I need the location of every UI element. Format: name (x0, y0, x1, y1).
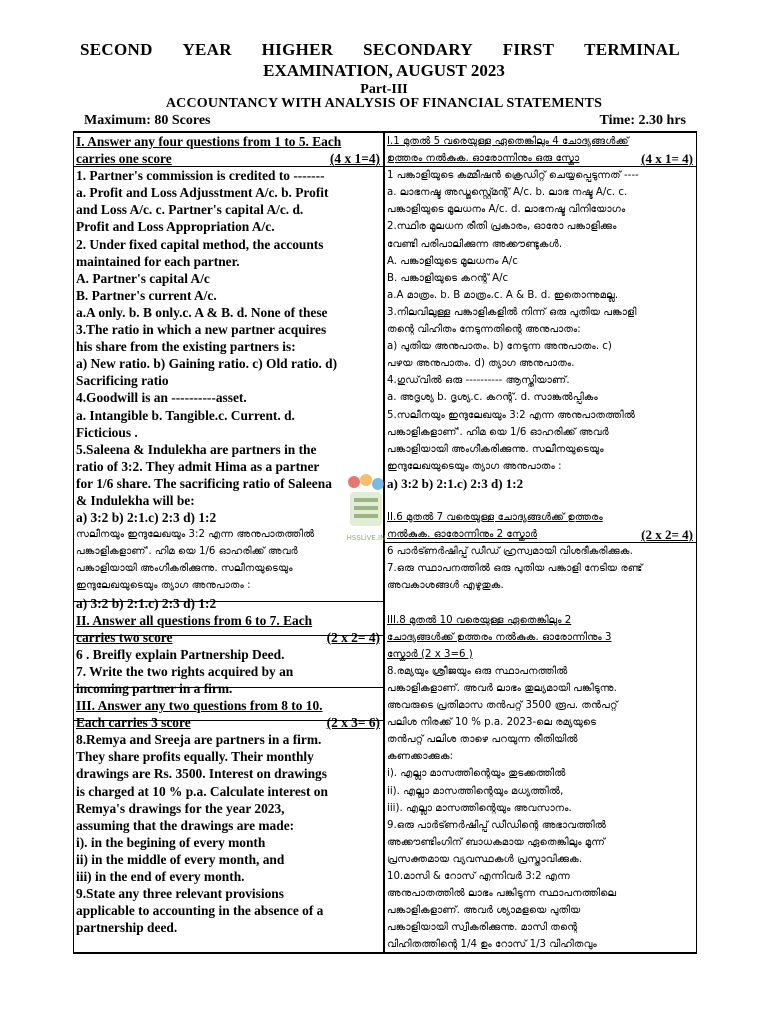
question-4 (76, 389, 380, 440)
question-line: പങ്കാളികളാണ്. അവർ ലാഭം തുല്യമായി പങ്കിടുന്നു. (387, 683, 617, 694)
question-line: a. Profit and Loss Adjusstment A/c. b. Profit (76, 185, 329, 201)
question-line: പങ്കാളികളാണ്'. ഹിമ യെ 1/6 ഓഹരിക്ക് അവർ (76, 546, 298, 558)
question-line: അവകാശങ്ങൾ എഴുതുക. (387, 580, 504, 592)
spacer (387, 492, 693, 509)
section1-heading-ml-text: I.1 മുതൽ 5 വരെയുള്ള ഏതെങ്കിലും 4 ചോദ്യങ്ങൾക്ക് (387, 136, 629, 147)
question-2-ml (387, 218, 693, 303)
title-word: FIRST (502, 40, 555, 59)
subject-title: ACCOUNTANCY WITH ANALYSIS OF FINANCIAL STATEMENTS (165, 96, 603, 111)
question-line: വിഹിതത്തിന്റെ 1/4 ഉം റോസ് 1/3 വിഹിതവും (387, 939, 597, 951)
section3-heading-ml-line3: സ്കോർ (2 x 3=6 ) (387, 648, 473, 660)
question-line: 1. Partner's commission is credited to ------- (76, 168, 325, 184)
time-allowed: Time: 2.30 hrs (599, 113, 686, 128)
question-line: 10.മാസി & റോസ് എന്നിവർ 3:2 എന്ന (387, 871, 570, 883)
question-line: i). in the begining of every month (76, 834, 266, 850)
question-4-ml (387, 372, 693, 406)
question-line: They share profits equally. Their monthly (76, 749, 314, 765)
question-1 (76, 167, 380, 235)
question-line: 8.രമ്യയും ശ്രീജയും ഒരു സ്ഥാപനത്തിൽ (387, 665, 568, 677)
question-line: അനുപാതത്തിൽ ലാഭം പങ്കിടുന്ന സ്ഥാപനത്തിലെ (387, 888, 617, 900)
section1-marks: (4 x 1=4) (329, 151, 380, 167)
question-9-ml (387, 817, 693, 868)
question-line: 3.The ratio in which a new partner acquires (76, 322, 327, 338)
question-line: 5.Saleena & Indulekha are partners in the (76, 441, 317, 457)
question-5-ml (387, 407, 693, 492)
title-word: SECONDARY (363, 40, 473, 59)
question-3 (76, 321, 380, 389)
question-line: ഇന്ദുലേഖയുടെയും ത്യാഗ അനുപാതം : (387, 460, 562, 472)
section3-instruction: Each carries 3 score (76, 715, 191, 731)
question-line: ഇന്ദുലേഖയുടെയും ത്യാഗ അനുപാതം : (76, 580, 251, 592)
section2-heading-ml: II.6 മുതൽ 7 വരെയുള്ള ചോദ്യങ്ങൾക്ക് ഉത്തരം (387, 512, 603, 524)
question-line: Profit and Loss Appropriation A/c. (76, 219, 275, 235)
english-column (76, 133, 380, 936)
question-line: assuming that the drawings are made: (76, 817, 295, 833)
question-line: 3.നിലവിലുള്ള പങ്കാളികളിൽ നിന്ന് ഒരു പുതിയ പങ്കാളി (387, 306, 637, 318)
question-line: a) പുതിയ അനുപാതം. b) നേടുന്ന അനുപാതം. c) (387, 341, 612, 353)
question-line: പ്രസക്തമായ വ്യവസ്ഥകൾ പ്രസ്താവിക്കുക. (387, 853, 583, 865)
question-line: പങ്കാളികളാണ്. അവർ ശ്യാമളയെ പുതിയ (387, 905, 581, 917)
question-line: incoming partner in a firm. (76, 681, 233, 696)
score-time-row (84, 113, 686, 129)
question-6-ml (387, 543, 693, 560)
question-line: 9.State any three relevant provisions (76, 886, 284, 902)
question-line: a.A മാത്രം. b. B മാത്രം.c. A & B. d. ഇതൊന്നുമല്ല. (387, 289, 619, 301)
question-line: തന്റെ വിഹിതം നേടുന്നതിന്റെ അനുപാതം: (387, 324, 581, 336)
section2-heading-ml-line2 (387, 526, 693, 543)
question-line: 2. Under fixed capital method, the accounts (76, 236, 324, 252)
question-line: 1 പങ്കാളിയുടെ കമ്മീഷൻ ക്രെഡിറ്റ് ചെയ്യപ്പെടുന്നത് ---- (387, 170, 639, 182)
title-word: SECOND (80, 40, 153, 59)
question-7 (76, 663, 380, 697)
question-line: 7. Write the two rights acquired by an (76, 663, 294, 679)
question-line: ratio of 3:2. They admit Hima as a partner (76, 458, 320, 474)
malayalam-column (387, 133, 693, 954)
question-line: തൻപറ്റ് പലിശ താഴെ പറയുന്ന രീതിയിൽ (387, 734, 578, 746)
section3-heading-line2 (76, 714, 380, 731)
question-line: B. Partner's current A/c. (76, 287, 217, 303)
question-line: a. അദൃശ്യ b. ദൃശ്യ.c. കറന്റ്. d. സാങ്കൽപ്പികം (387, 392, 598, 404)
question-line: drawings are Rs. 3500. Interest on drawings (76, 766, 327, 782)
question-line: B. പങ്കാളിയുടെ കറന്റ് A/c (387, 272, 509, 284)
question-line: 6 പാർട്ണർഷിപ്പ് ഡീഡ് ഹ്രസ്വമായി വിശദീകരിക്കുക. (387, 546, 633, 558)
title-word: HIGHER (261, 40, 334, 59)
section1-instruction-ml: ഉത്തരം നൽകുക. ഓരോന്നിനും ഒരു സ്കോ (387, 153, 580, 165)
exam-title-line2: EXAMINATION, AUGUST 2023 (263, 61, 505, 80)
question-line: പങ്കാളിയായി അംഗീകരിക്കുന്നു. സലീനയുടെയും (387, 443, 604, 455)
question-line: ii). എല്ലാ മാസത്തിന്റെയും മധ്യത്തിൽ, (387, 785, 564, 797)
question-line: for 1/6 share. The sacrificing ratio of Saleena (76, 475, 332, 491)
section1-heading-ml (387, 133, 693, 150)
section3-marks: (2 x 3= 6) (326, 715, 380, 731)
question-line: 4.Goodwill is an ----------asset. (76, 390, 247, 406)
question-10-ml (387, 868, 693, 953)
title-word: YEAR (182, 40, 232, 59)
question-line: Sacrificing ratio (76, 373, 169, 389)
question-5-malayalam (76, 526, 380, 611)
spacer (387, 595, 693, 612)
question-line: iii) in the end of every month. (76, 869, 245, 885)
question-line: and Loss A/c. c. Partner's capital A/c. d. (76, 202, 304, 218)
section3-heading: III. Answer any two questions from 8 to 10. (76, 698, 323, 714)
section3-heading-ml-line2: ചോദ്യങ്ങൾക്ക് ഉത്തരം നൽകുക. ഓരോന്നിനും 3 (387, 631, 612, 643)
question-line: 2.സ്ഥിര മൂലധന രീതി പ്രകാരം, ഓരോ പങ്കാളിക്കും (387, 221, 617, 233)
question-line: Remya's drawings for the year 2023, (76, 800, 285, 816)
section1-heading: I. Answer any four questions from 1 to 5. Each (76, 134, 342, 149)
section2-heading-line2 (76, 629, 380, 646)
question-line: is charged at 10 % p.a. Calculate interest on (76, 783, 328, 799)
question-line: a. ലാഭനഷ്ട അഡ്ജസ്റ്റ്മെന്റ് A/c. b. ലാഭ നഷ്ട A/c. c. (387, 187, 628, 199)
question-8-ml (387, 663, 693, 817)
section2-instruction: carries two score (76, 629, 173, 645)
question-line: 9.ഒരു പാർട്ണർഷിപ്പ് ഡീഡിന്റെ അഭാവത്തിൽ (387, 819, 607, 831)
question-line: ii) in the middle of every month, and (76, 851, 285, 867)
section2-marks-ml: (2 x 2= 4) (641, 527, 693, 543)
section2-heading: II. Answer all questions from 6 to 7. Each (76, 612, 313, 628)
question-1-ml (387, 167, 693, 218)
question-line: സലീനയും ഇന്ദുലേഖയും 3:2 എന്ന അനുപാതത്തിൽ (76, 529, 315, 541)
question-line: a.A only. b. B only.c. A & B. d. None of these (76, 304, 328, 320)
section1-heading-line2 (76, 150, 380, 167)
question-line: a) New ratio. b) Gaining ratio. c) Old ratio. d) (76, 356, 338, 372)
question-line: പങ്കാളികളാണ്'. ഹിമ യെ 1/6 ഓഹരിക്ക് അവർ (387, 426, 609, 438)
question-line: a. Intangible b. Tangible.c. Current. d. (76, 407, 295, 423)
watermark-text: HSSLiVE.IN (346, 534, 386, 542)
question-line: applicable to accounting in the absence of a (76, 903, 324, 919)
question-line: his share from the existing partners is: (76, 339, 296, 355)
question-line: 4.ഗുഡ്‌വിൽ ഒരു ---------- ആസ്തിയാണ്. (387, 375, 570, 387)
question-line: പങ്കാളിയായി സ്വീകരിക്കുന്നു. മാസി തന്റെ (387, 922, 578, 934)
question-2 (76, 236, 380, 321)
question-line: iii). എല്ലാ മാസത്തിന്റെയും അവസാനം. (387, 802, 572, 814)
question-9 (76, 885, 380, 936)
question-6 (76, 646, 380, 663)
question-line: Ficticious . (76, 424, 138, 440)
part-label: Part-III (360, 82, 408, 97)
question-line: A. പങ്കാളിയുടെ മൂലധനം A/c (387, 255, 518, 267)
question-3-ml (387, 304, 693, 372)
question-line: 6 . Breifly explain Partnership Deed. (76, 646, 285, 662)
question-line: 8.Remya and Sreeja are partners in a firm. (76, 732, 322, 748)
question-8 (76, 731, 380, 885)
section2-marks: (2 x 2= 4) (326, 629, 380, 645)
question-line: partnership deed. (76, 920, 178, 936)
question-line: i). എല്ലാ മാസത്തിന്റെയും തുടക്കത്തിൽ (387, 768, 566, 780)
section2-instruction-ml: നൽകുക. ഓരോന്നിനും 2 സ്കോർ (387, 529, 538, 541)
section1-instruction: carries one score (76, 151, 172, 167)
question-line: a) 3:2 b) 2:1.c) 2:3 d) 1:2 (76, 595, 217, 611)
question-line: A. Partner's capital A/c (76, 270, 210, 286)
question-line: പങ്കാളിയായി അംഗീകരിക്കുന്നു. സലീനയുടെയും (76, 563, 293, 575)
exam-title-line1 (80, 40, 680, 60)
question-line: വേണ്ടി പരിപാലിക്കുന്ന അക്കൗണ്ടുകൾ. (387, 238, 563, 250)
question-7-ml (387, 560, 693, 594)
question-5 (76, 441, 380, 526)
question-line: അക്കൗണ്ടിംഗിന് ബാധകമായ ഏതെങ്കിലും മൂന്ന് (387, 836, 605, 848)
max-scores: Maximum: 80 Scores (84, 113, 211, 128)
question-line: പഴയ അനുപാതം. d) ത്യാഗ അനുപാതം. (387, 358, 575, 370)
section1-marks-ml: (4 x 1= 4) (641, 151, 693, 167)
question-line: a) 3:2 b) 2:1.c) 2:3 d) 1:2 (76, 510, 217, 526)
question-line: പലിശ നിരക്ക് 10 % p.a. 2023-ലെ രമ്യയുടെ (387, 717, 597, 729)
question-line: കണക്കാക്കുക: (387, 751, 454, 763)
question-line: പങ്കാളിയുടെ മൂലധനം A/c. d. ലാഭനഷ്ട വിനിയോഗം (387, 204, 626, 216)
section3-heading-ml: III.8 മുതൽ 10 വരെയുള്ള ഏതെങ്കിലും 2 (387, 614, 572, 626)
question-line: 7.ഒരു സ്ഥാപനത്തിൽ ഒരു പുതിയ പങ്കാളി നേടിയ രണ്ട് (387, 563, 643, 575)
question-line: അവരുടെ പ്രതിമാസ തൻപറ്റ് 3500 രൂപ. തൻപറ്റ് (387, 700, 618, 712)
question-line: a) 3:2 b) 2:1.c) 2:3 d) 1:2 (387, 475, 524, 491)
section1-heading-ml-line2 (387, 150, 693, 167)
question-line: & Indulekha will be: (76, 492, 195, 508)
question-line: maintained for each partner. (76, 253, 240, 269)
title-word: TERMINAL (584, 40, 680, 59)
question-line: 5.സലീനയും ഇന്ദുലേഖയും 3:2 എന്ന അനുപാതത്തിൽ (387, 409, 636, 421)
